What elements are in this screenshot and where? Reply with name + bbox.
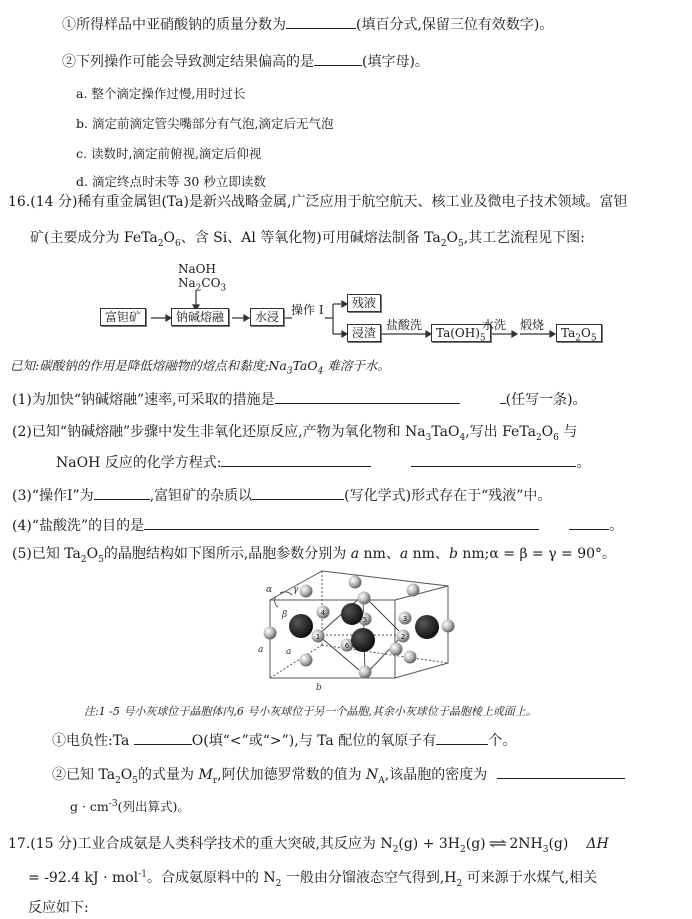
text: = -92.4 kJ · mol [28,870,139,886]
text: a [350,546,360,562]
subscript: 2 [80,554,87,565]
text: a [399,546,409,562]
box-leach-residue: 浸渣 [347,324,381,342]
text: ,阿伏加德罗常数的值为 [217,767,367,783]
text: Ta [561,326,576,340]
answer-blank[interactable] [275,389,460,404]
text: (列出算式)。 [117,799,190,814]
label-water-wash: 水洗 [482,318,507,332]
text: 。 [609,518,624,534]
text: 可来源于水煤气,相关 [462,870,598,886]
question-score: (15 分) [30,836,78,852]
subscript: 5 [590,333,597,344]
text: 工业合成氨是人类科学技术的重大突破,其反应为 N [77,836,393,852]
q16-part3 [12,485,551,506]
subscript: 2 [460,844,466,855]
reagent-na2co3 [178,276,227,294]
text: nm、 [408,546,449,562]
superscript: -3 [108,798,118,809]
crystal-structure-figure [240,565,460,695]
text: N [366,767,379,783]
q16-sub2 [52,764,625,785]
text: 难溶于水。 [323,358,390,373]
text: ,写出 FeTa [465,424,536,440]
option-label: a. [76,86,88,101]
q16-sub1 [52,730,516,751]
answer-blank[interactable] [436,730,488,745]
subscript: 2 [157,238,164,249]
subscript: 2 [275,878,282,889]
text: 与 [558,424,578,440]
text: O [120,767,133,783]
q15-sub2-prefix: ②下列操作可能会导致测定结果偏高的是 [62,54,314,70]
subscript: 3 [286,366,293,377]
text: (1)为加快“钠碱熔融”速率,可采取的措施是 [12,392,275,408]
text: ①电负性:Ta [52,733,130,749]
text: (2)已知“钠碱熔融”步骤中发生非氧化还原反应,产物为氧化物和 Na [12,424,426,440]
label-beta: β [282,610,288,620]
answer-blank[interactable] [144,515,539,530]
text: ,富钽矿的杂质以 [149,488,253,504]
text: b [448,546,458,562]
text: ②已知 Ta [52,767,116,783]
q16-part1 [12,389,587,410]
q17-line2 [28,868,597,888]
q16-part2-line1 [12,422,577,442]
option-text: 读数时,滴定前俯视,滴定后仰视 [90,146,262,161]
unit-cell-diagram [240,565,460,695]
equilibrium-arrow-icon: ⇌ [488,836,507,852]
label-calcine: 煅烧 [520,318,545,332]
label-edge-a2: a [286,647,292,657]
q15-sub2-suffix: (填字母)。 [362,54,429,70]
text: 的晶胞结构如下图所示,晶胞参数分别为 [103,546,351,562]
text: 的式量为 [138,767,199,783]
subscript: 5 [479,333,486,344]
q16-part4 [12,515,623,536]
text: TaO [431,424,460,440]
q16-figure-note [84,702,537,722]
text: 。合成氨原料中的 N [146,870,276,886]
subscript: 3 [220,283,227,294]
subscript: 2 [456,878,463,889]
q17-line3 [28,898,89,918]
answer-blank[interactable] [252,485,344,500]
option-text: 滴定终点时未等 30 秒立即读数 [91,174,266,189]
text: 矿(主要成分为 FeTa [30,230,158,246]
text: 。 [576,455,591,471]
question-number: 16. [8,194,31,210]
text: 反应如下: [28,900,89,916]
text: O [541,424,554,440]
text: 一般由分馏液态空气得到,H [281,870,457,886]
subscript: 6 [174,238,181,249]
subscript: 2 [535,432,542,443]
box-ta2o5 [556,324,602,342]
q17-line1 [8,834,609,854]
answer-blank[interactable] [221,452,371,467]
label-operation-1: 操作 I [291,303,324,317]
subscript: 2 [575,333,581,344]
label-hcl-wash: 盐酸洗 [386,318,423,332]
subscript: 3 [542,844,549,855]
answer-blank[interactable] [94,485,150,500]
label-gamma: γ [293,585,299,595]
text: Na [178,276,196,290]
text: 注:1 -5 号小灰球位于晶胞体内,6 号小灰球位于另一个晶胞,其余小灰球位于晶胞棱上或面上。 [84,705,537,718]
subscript: 6 [553,432,559,443]
box-alkali-fusion: 钠碱熔融 [171,308,229,326]
atom-label-5: 5 [362,616,368,624]
option-text: 滴定前滴定管尖嘴部分有气泡,滴定后无气泡 [91,116,334,131]
subscript: 5 [132,775,139,786]
subscript: 2 [440,238,447,249]
label-edge-b: b [316,683,322,693]
subscript: 3 [425,432,432,443]
text: O [446,230,458,246]
label-alpha: α [266,585,273,595]
atom-label-1: 1 [315,633,321,641]
text: 2NH [509,836,543,852]
box-tantalum-ore: 富钽矿 [100,308,146,326]
q16-part5 [12,544,616,564]
text: g · cm [70,799,109,814]
text: nm;α = β = γ = 90°。 [457,546,617,562]
subscript: r [212,775,218,786]
label-edge-a1: a [258,645,264,655]
subscript: 5 [98,554,104,565]
text: nm、 [359,546,400,562]
option-label: d. [76,174,88,189]
text: (g) + 3H [398,836,460,852]
text: 、含 Si、Al 等氧化物)可用碱熔法制备 Ta [180,230,441,246]
q16-sub2-unit [70,797,190,817]
text: 个。 [488,733,517,749]
subscript: 2 [195,283,202,294]
text: (4)“盐酸洗”的目的是 [12,518,145,534]
option-text: 整个滴定操作过慢,用时过长 [91,86,246,101]
reagent-naoh: NaOH [178,262,216,276]
box-water-leach: 水浸 [250,308,284,326]
subscript: 4 [459,432,466,443]
text: (5)已知 Ta [12,546,81,562]
atom-label-6: 6 [344,642,350,650]
subscript: 5 [458,238,464,249]
answer-blank[interactable] [134,730,192,745]
text: O [163,230,175,246]
text: 已知:碳酸钠的作用是降低熔融物的熔点和黏度;Na [10,358,287,373]
superscript: -1 [138,869,147,880]
option-label: c. [76,146,87,161]
q15-sub1-prefix: ①所得样品中亚硝酸钠的质量分数为 [62,17,286,33]
subscript: 2 [115,775,121,786]
question-number: 17. [8,836,31,852]
text: (写化学式)形式存在于“残液”中。 [344,488,552,504]
text: CO [201,276,221,290]
atom-label-4: 4 [320,609,326,617]
option-label: b. [76,116,88,131]
subscript: A [378,775,385,786]
text: NaOH 反应的化学方程式: [56,455,222,471]
text: (g) [548,836,569,852]
text: O [86,546,99,562]
atom-label-2: 2 [400,633,406,641]
text: (g) [465,836,486,852]
text: (任写一条)。 [505,392,587,408]
atom-label-3: 3 [402,615,408,623]
answer-blank[interactable] [497,764,625,779]
question-score: (14 分) [30,194,78,210]
q16-known [10,356,390,376]
answer-blank[interactable] [569,515,609,530]
q16-part2-line2 [56,452,590,473]
subscript: 4 [317,366,324,377]
text: ΔH [586,836,609,852]
text: M [198,767,213,783]
text: O(填“<”或“>”),与 Ta 配位的氧原子有 [191,733,437,749]
q15-sub1-suffix: (填百分式,保留三位有效数字)。 [356,17,554,33]
text: ,该晶胞的密度为 [384,767,488,783]
text: ,其工艺流程见下图: [463,230,585,246]
text: O [580,326,591,340]
text: (3)“操作I”为 [12,488,94,504]
intro-text: 稀有重金属钽(Ta)是新兴战略金属,广泛应用于航空航天、核工业及微电子技术领域。富钽 [77,194,628,210]
text: TaO [292,358,318,373]
box-residual-liquid: 残液 [347,294,381,312]
text: Ta(OH) [436,326,480,340]
subscript: 2 [392,844,399,855]
answer-blank[interactable] [411,452,576,467]
